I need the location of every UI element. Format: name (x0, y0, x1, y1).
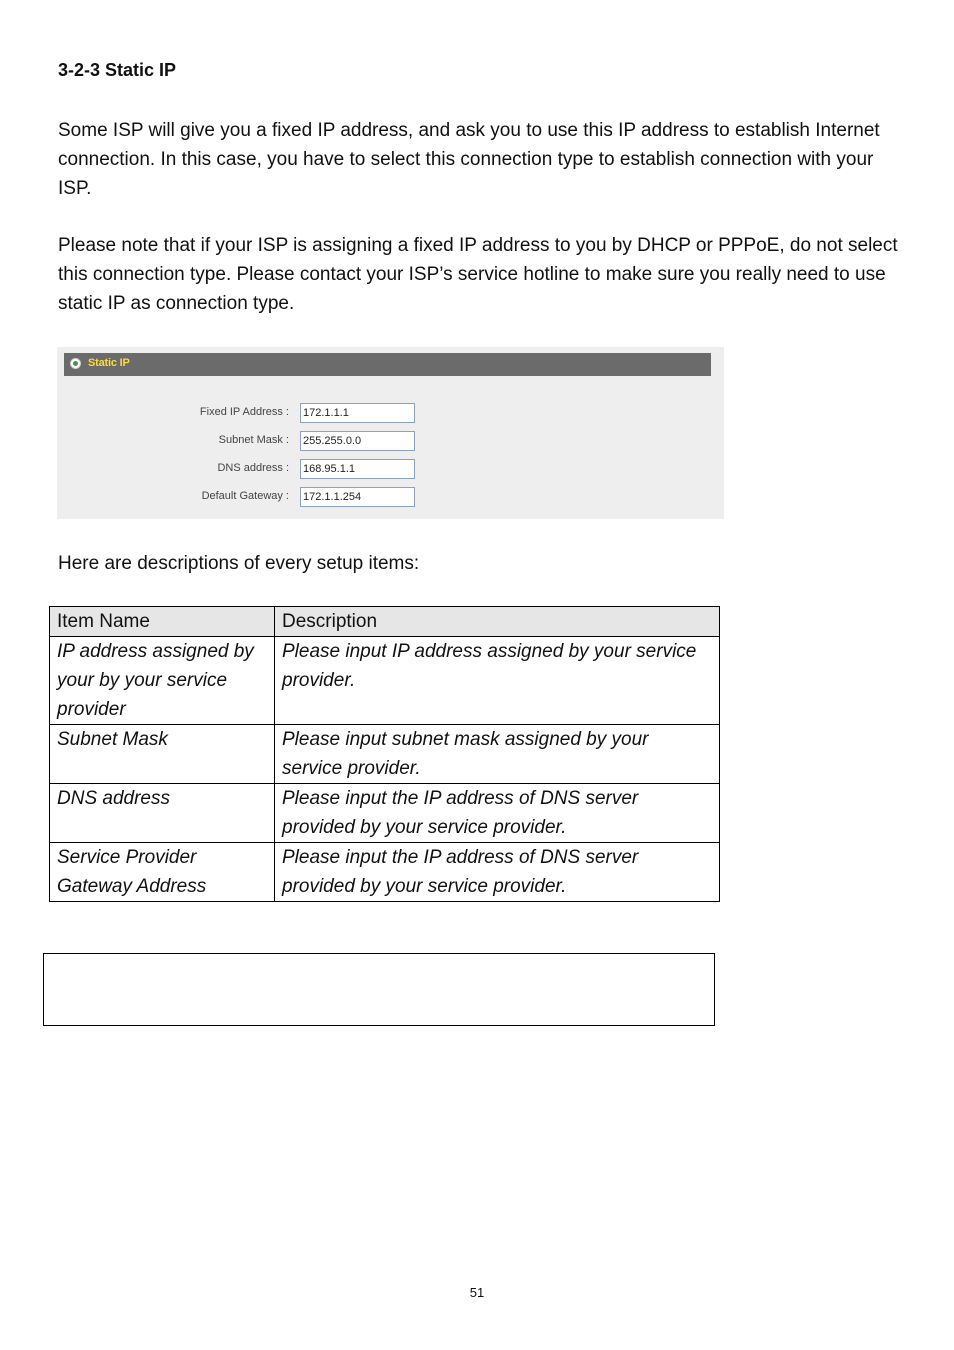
table-intro: Here are descriptions of every setup items: (58, 553, 420, 574)
dns-address-row (57, 459, 724, 481)
item-name-cell: IP address assigned by your by your service provider (50, 637, 275, 725)
fixed-ip-label: Fixed IP Address : (199, 406, 289, 418)
section-heading: 3-2-3 Static IP (58, 60, 177, 80)
description-cell: Please input the IP address of DNS server provided by your service provider. (275, 843, 720, 902)
dns-address-input[interactable] (300, 459, 415, 479)
table-header-row (50, 607, 720, 637)
intro-paragraph: Some ISP will give you a fixed IP address, and ask you to use this IP address to establish Internet connection. In this case, you have to select this connection type to establish connection with your ISP. (58, 120, 880, 199)
description-cell: Please input the IP address of DNS server provided by your service provider. (275, 784, 720, 843)
subnet-mask-row (57, 431, 724, 453)
fixed-ip-row (57, 403, 724, 425)
default-gateway-label: Default Gateway : (201, 490, 289, 502)
note-paragraph: Please note that if your ISP is assigning a fixed IP address to you by DHCP or PPPoE, do not select this connection type. Please contact your ISP’s service hotline to make sure you really need to use static IP as connection type. (58, 235, 898, 314)
item-name-cell: DNS address (50, 784, 275, 843)
default-gateway-input[interactable] (300, 487, 415, 507)
description-cell: Please input IP address assigned by your service provider. (275, 637, 720, 725)
header-item-name: Item Name (50, 607, 275, 637)
table-row (50, 843, 720, 902)
static-ip-radio[interactable] (70, 358, 81, 369)
fixed-ip-input[interactable] (300, 403, 415, 423)
subnet-mask-input[interactable] (300, 431, 415, 451)
item-name-cell: Service Provider Gateway Address (50, 843, 275, 902)
table-row (50, 637, 720, 725)
dns-address-label: DNS address : (217, 462, 289, 474)
default-gateway-row (57, 487, 724, 509)
setup-items-table (49, 606, 720, 902)
header-description: Description (275, 607, 720, 637)
subnet-mask-label: Subnet Mask : (218, 434, 289, 446)
item-name-cell: Subnet Mask (50, 725, 275, 784)
description-cell: Please input subnet mask assigned by your service provider. (275, 725, 720, 784)
table-row (50, 784, 720, 843)
table-row (50, 725, 720, 784)
empty-note-box (43, 953, 715, 1026)
panel-header (64, 353, 711, 376)
static-ip-settings-panel (57, 347, 724, 519)
page-number: 51 (469, 1285, 485, 1300)
panel-title: Static IP (88, 357, 130, 369)
